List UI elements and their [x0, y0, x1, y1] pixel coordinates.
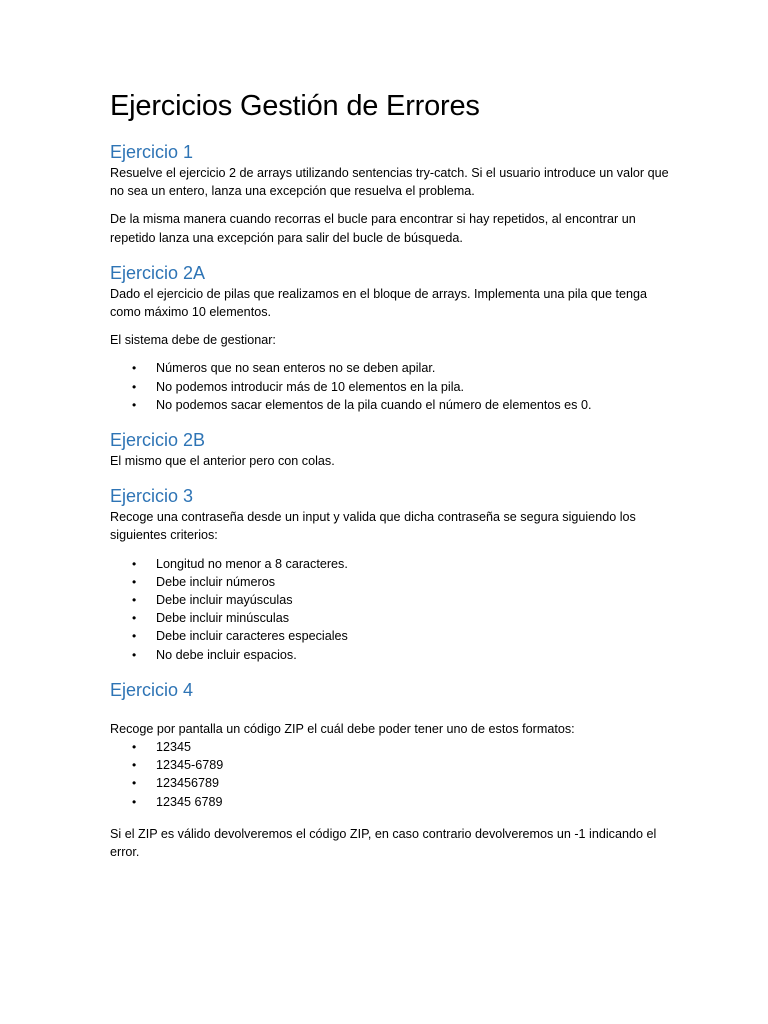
paragraph: Dado el ejercicio de pilas que realizamos en el bloque de arrays. Implementa una pila que tenga como máximo 10 elementos.: [110, 286, 647, 320]
bullet-icon: •: [132, 361, 137, 376]
bullet-icon: •: [132, 574, 137, 589]
list-item: [110, 646, 670, 664]
section-ejercicio-3: [110, 484, 670, 664]
paragraph: De la misma manera cuando recorras el bucle para encontrar si hay repetidos, al encontrar un repetido lanza una excepción para salir del bucle de búsqueda.: [110, 212, 636, 245]
section-heading: Ejercicio 1: [110, 142, 194, 162]
bullet-icon: •: [132, 647, 137, 662]
section-heading: Ejercicio 3: [110, 486, 194, 507]
list-item: [110, 738, 670, 756]
list-item: [110, 396, 670, 414]
list-item: [110, 756, 670, 774]
list-item-text: Debe incluir números: [156, 574, 275, 589]
list-item: [110, 774, 670, 792]
section-ejercicio-2a: [110, 261, 670, 414]
list-item-text: 12345-6789: [156, 758, 224, 773]
list-item: [110, 573, 670, 591]
section-ejercicio-2b: [110, 428, 670, 470]
list-item-text: Debe incluir caracteres especiales: [156, 629, 348, 644]
list-item-text: No debe incluir espacios.: [156, 647, 297, 662]
list-item: [110, 793, 670, 811]
bullet-icon: •: [132, 611, 137, 626]
section-ejercicio-4: [110, 678, 670, 861]
list-item-text: No podemos sacar elementos de la pila cuando el número de elementos es 0.: [156, 397, 592, 412]
list-item-text: Números que no sean enteros no se deben apilar.: [156, 361, 436, 376]
list-item: [110, 627, 670, 645]
section-heading: Ejercicio 2A: [110, 262, 206, 283]
list-item: [110, 609, 670, 627]
list-item-text: 12345 6789: [156, 794, 223, 809]
document-page: [110, 88, 670, 871]
section-ejercicio-1: [110, 140, 670, 247]
bullet-icon: •: [132, 758, 137, 773]
list-item-text: Debe incluir mayúsculas: [156, 593, 293, 608]
list-item-text: No podemos introducir más de 10 elementos en la pila.: [156, 379, 465, 394]
list-item: [110, 591, 670, 609]
bullet-list: [110, 555, 670, 664]
bullet-icon: •: [132, 776, 137, 791]
document-title: Ejercicios Gestión de Errores: [110, 90, 480, 122]
list-item-text: Longitud no menor a 8 caracteres.: [156, 556, 348, 571]
paragraph: Recoge una contraseña desde un input y valida que dicha contraseña se segura siguiendo los siguientes criterios:: [110, 510, 636, 543]
paragraph: Si el ZIP es válido devolveremos el código ZIP, en caso contrario devolveremos un -1 indicando el error.: [110, 826, 657, 860]
list-item-text: Debe incluir minúsculas: [156, 611, 289, 626]
paragraph: Recoge por pantalla un código ZIP el cuál debe poder tener uno de estos formatos:: [110, 721, 575, 736]
section-heading: Ejercicio 2B: [110, 430, 206, 451]
list-item: [110, 378, 670, 396]
list-item-text: 12345: [156, 740, 192, 755]
bullet-icon: •: [132, 593, 137, 608]
bullet-icon: •: [132, 794, 137, 809]
list-item: [110, 555, 670, 573]
paragraph: El sistema debe de gestionar:: [110, 333, 276, 348]
list-item-text: 123456789: [156, 776, 220, 791]
bullet-icon: •: [132, 629, 137, 644]
paragraph: El mismo que el anterior pero con colas.: [110, 454, 335, 469]
list-item: [110, 359, 670, 377]
bullet-list: [110, 738, 670, 811]
section-heading: Ejercicio 4: [110, 679, 194, 700]
paragraph: Resuelve el ejercicio 2 de arrays utilizando sentencias try-catch. Si el usuario introduce un valor que no sea un entero, lanza una excepción que resuelva el problema.: [110, 166, 669, 199]
bullet-icon: •: [132, 740, 137, 755]
bullet-icon: •: [132, 556, 137, 571]
bullet-icon: •: [132, 379, 137, 394]
bullet-list: [110, 359, 670, 414]
bullet-icon: •: [132, 397, 137, 412]
